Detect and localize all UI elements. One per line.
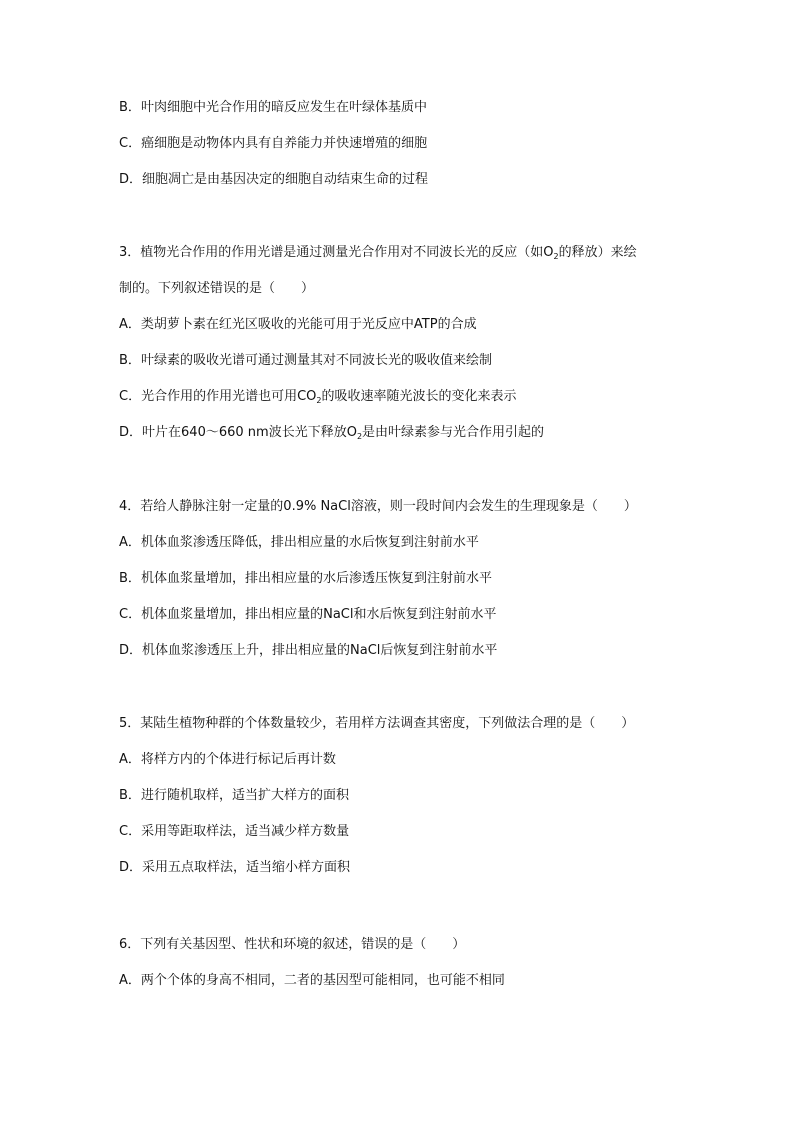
q6-option-a: A．两个个体的身高不相同，二者的基因型可能相同，也可能不相同: [119, 973, 505, 988]
option-letter: B: [119, 100, 128, 115]
option-letter: C: [119, 389, 129, 404]
option-text: 机体血浆量增加，排出相应量的水后渗透压恢复到注射前水平: [140, 571, 492, 586]
option-text: 机体血浆量增加，排出相应量的NaCl和水后恢复到注射前水平: [141, 607, 497, 622]
option-text: 癌细胞是动物体内具有自养能力并快速增殖的细胞: [141, 136, 428, 151]
option-letter: D: [119, 172, 130, 187]
option-text: 机体血浆渗透压降低，排出相应量的水后恢复到注射前水平: [140, 535, 479, 550]
q5-stem: 5．某陆生植物种群的个体数量较少，若用样方法调查其密度，下列做法合理的是（ ）: [119, 716, 635, 731]
option-letter: C: [119, 136, 129, 151]
option-letter: A: [119, 973, 128, 988]
option-letter: D: [119, 860, 130, 875]
question-number: 5: [119, 716, 128, 731]
option-text: 机体血浆渗透压上升，排出相应量的NaCl后恢复到注射前水平: [142, 643, 498, 658]
option-text: 进行随机取样，适当扩大样方的面积: [140, 788, 349, 803]
q3-option-b: B．叶绿素的吸收光谱可通过测量其对不同波长光的吸收值来绘制: [119, 353, 492, 368]
option-text: 采用等距取样法，适当减少样方数量: [141, 824, 350, 839]
question-number: 6: [119, 937, 128, 952]
q4-option-a: A．机体血浆渗透压降低，排出相应量的水后恢复到注射前水平: [119, 535, 479, 550]
option-letter: B: [119, 571, 128, 586]
q3-stem-line2: 制的。下列叙述错误的是（ ）: [119, 281, 315, 296]
option-text: 叶肉细胞中光合作用的暗反应发生在叶绿体基质中: [140, 100, 427, 115]
option-letter: C: [119, 607, 129, 622]
q4-stem: 4．若给人静脉注射一定量的0.9% NaCl溶液，则一段时间内会发生的生理现象是（ ）: [119, 499, 637, 514]
q3-option-d: D．叶片在640～660 nm波长光下释放$O_2$是由叶绿素参与光合作用引起的: [119, 425, 545, 441]
option-letter: C: [119, 824, 129, 839]
option-letter: B: [119, 353, 128, 368]
option-letter: B: [119, 788, 128, 803]
option-text: 采用五点取样法，适当缩小样方面积: [142, 860, 351, 875]
option-text: 两个个体的身高不相同，二者的基因型可能相同，也可能不相同: [140, 973, 505, 988]
q2-option-d: D．细胞凋亡是由基因决定的细胞自动结束生命的过程: [119, 172, 429, 187]
question-number: 3: [119, 245, 128, 260]
q5-option-a: A．将样方内的个体进行标记后再计数: [119, 752, 336, 767]
q2-option-c: C．癌细胞是动物体内具有自养能力并快速增殖的细胞: [119, 136, 428, 151]
q5-option-d: D．采用五点取样法，适当缩小样方面积: [119, 860, 351, 875]
q4-option-b: B．机体血浆量增加，排出相应量的水后渗透压恢复到注射前水平: [119, 571, 492, 586]
q4-option-c: C．机体血浆量增加，排出相应量的NaCl和水后恢复到注射前水平: [119, 607, 497, 622]
option-text: 叶绿素的吸收光谱可通过测量其对不同波长光的吸收值来绘制: [140, 353, 492, 368]
q3-stem-line1: 3．植物光合作用的作用光谱是通过测量光合作用对不同波长光的反应（如$O_2$的释放）来绘: [119, 245, 637, 261]
question-number: 4: [119, 499, 128, 514]
q4-option-d: D．机体血浆渗透压上升，排出相应量的NaCl后恢复到注射前水平: [119, 643, 498, 658]
option-text: 细胞凋亡是由基因决定的细胞自动结束生命的过程: [142, 172, 429, 187]
option-text: 将样方内的个体进行标记后再计数: [140, 752, 336, 767]
option-letter: A: [119, 752, 128, 767]
option-text: 类胡萝卜素在红光区吸收的光能可用于光反应中ATP的合成: [140, 317, 477, 332]
option-letter: D: [119, 643, 130, 658]
q2-option-b: B．叶肉细胞中光合作用的暗反应发生在叶绿体基质中: [119, 100, 427, 115]
option-letter: D: [119, 425, 130, 440]
q5-option-b: B．进行随机取样，适当扩大样方的面积: [119, 788, 349, 803]
q3-option-c: C．光合作用的作用光谱也可用$CO_2$的吸收速率随光波长的变化来表示: [119, 389, 517, 405]
option-letter: A: [119, 317, 128, 332]
q5-option-c: C．采用等距取样法，适当减少样方数量: [119, 824, 350, 839]
q3-option-a: A．类胡萝卜素在红光区吸收的光能可用于光反应中ATP的合成: [119, 317, 477, 332]
option-letter: A: [119, 535, 128, 550]
q6-stem: 6．下列有关基因型、性状和环境的叙述，错误的是（ ）: [119, 937, 466, 952]
